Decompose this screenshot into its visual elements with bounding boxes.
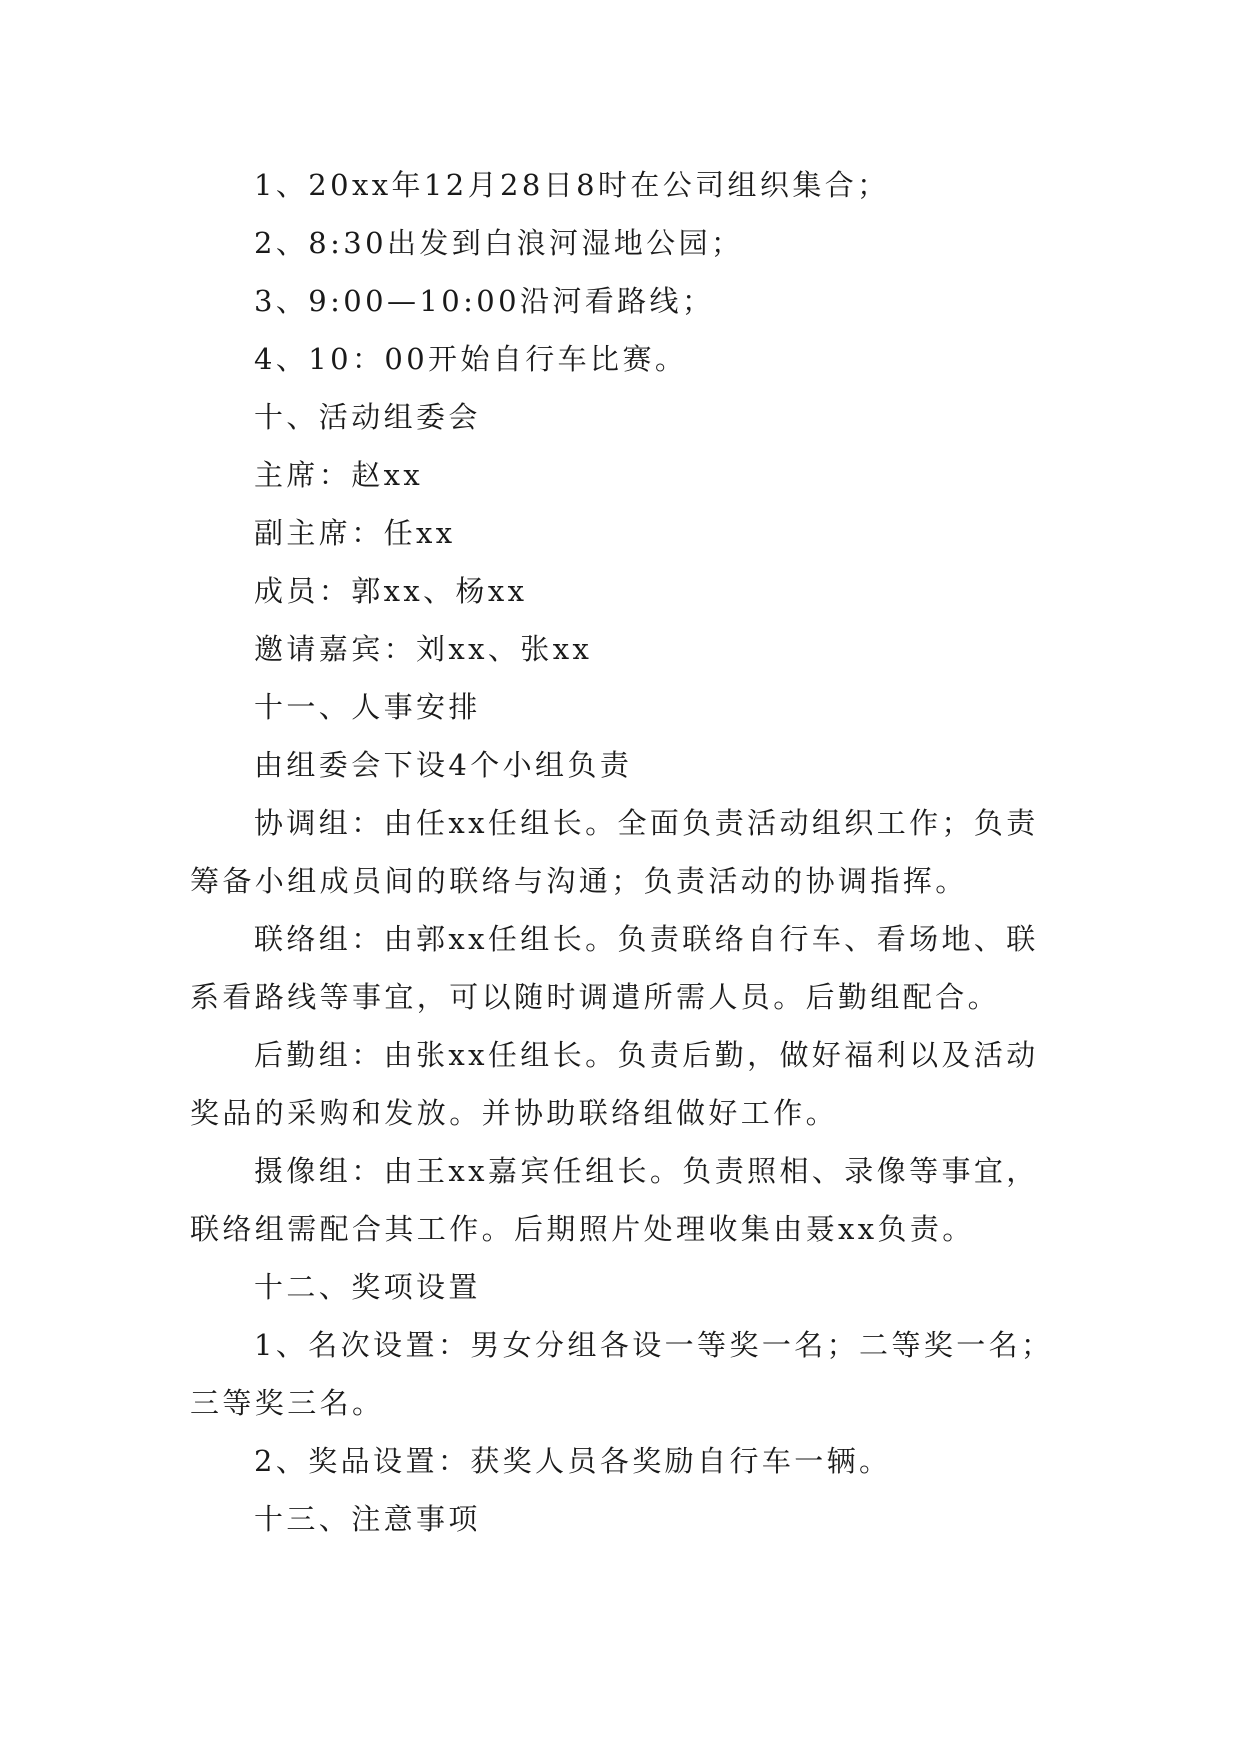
schedule-item-4: 4、10：00开始自行车比赛。	[254, 342, 688, 376]
document-body	[190, 156, 1070, 1548]
group-photography: 摄像组：由王xx嘉宾任组长。负责照相、录像等事宜，联络组需配合其工作。后期照片处理收集由聂xx负责。	[190, 1154, 1039, 1246]
committee-vice-chair: 副主席：任xx	[254, 516, 456, 550]
personnel-intro: 由组委会下设4个小组负责	[254, 748, 633, 782]
section-heading-committee: 十、活动组委会	[254, 400, 481, 434]
group-logistics: 后勤组：由张xx任组长。负责后勤，做好福利以及活动奖品的采购和发放。并协助联络组做好工作。	[190, 1038, 1039, 1130]
group-liaison: 联络组：由郭xx任组长。负责联络自行车、看场地、联系看路线等事宜，可以随时调遣所需人员。后勤组配合。	[190, 922, 1039, 1014]
committee-members: 成员：郭xx、杨xx	[254, 574, 528, 608]
section-heading-notes: 十三、注意事项	[254, 1502, 481, 1536]
awards-ranking: 1、名次设置：男女分组各设一等奖一名；二等奖一名；三等奖三名。	[190, 1328, 1054, 1420]
group-coordination: 协调组：由任xx任组长。全面负责活动组织工作；负责筹备小组成员间的联络与沟通；负责活动的协调指挥。	[190, 806, 1039, 898]
section-heading-personnel: 十一、人事安排	[254, 690, 481, 724]
schedule-item-2: 2、8:30出发到白浪河湿地公园；	[254, 226, 744, 260]
section-heading-awards: 十二、奖项设置	[254, 1270, 481, 1304]
schedule-item-1: 1、20xx年12月28日8时在公司组织集合；	[254, 168, 890, 202]
committee-chair: 主席：赵xx	[254, 458, 424, 492]
committee-guests: 邀请嘉宾：刘xx、张xx	[254, 632, 593, 666]
awards-prizes: 2、奖品设置：获奖人员各奖励自行车一辆。	[254, 1444, 892, 1478]
schedule-item-3: 3、9:00—10:00沿河看路线；	[254, 284, 715, 318]
